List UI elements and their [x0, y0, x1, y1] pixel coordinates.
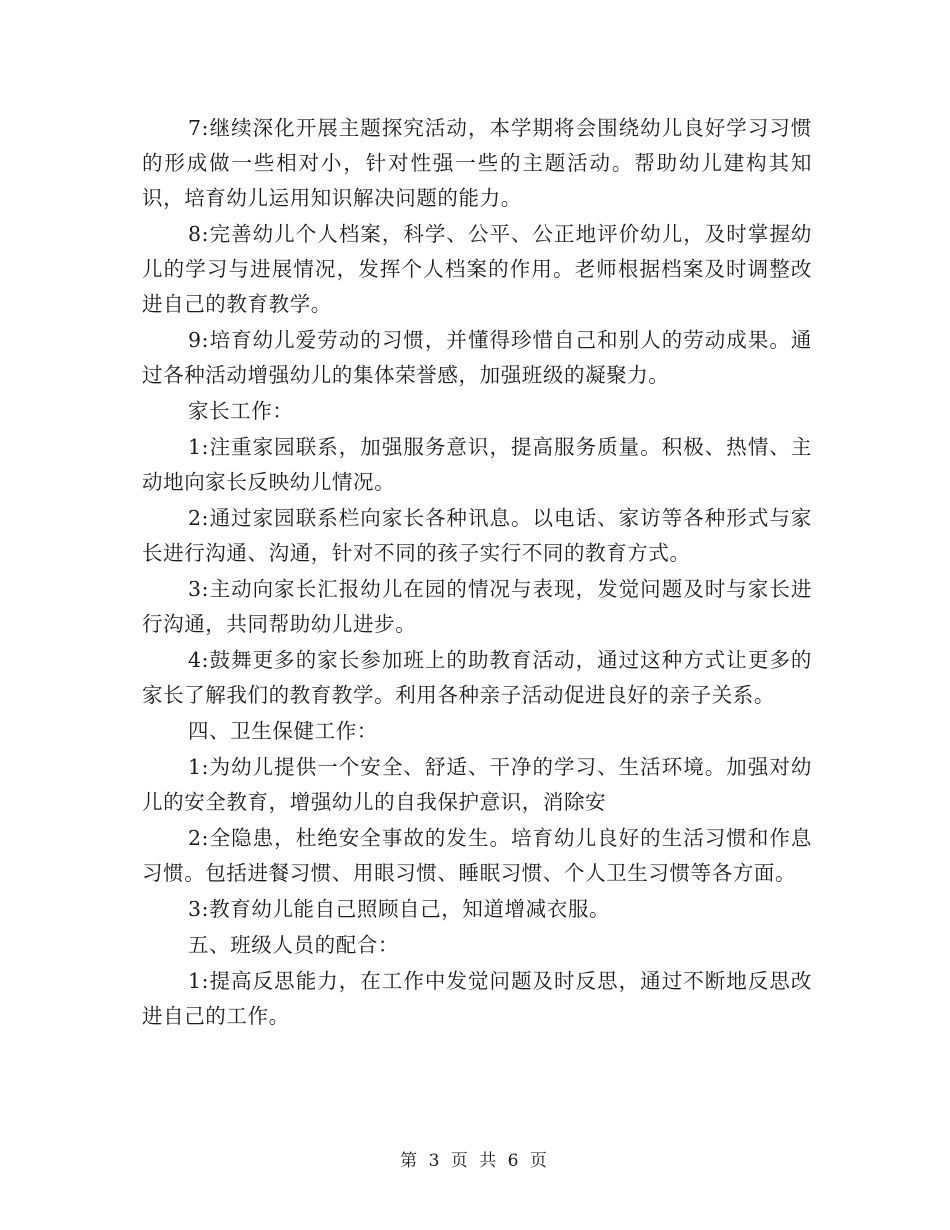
- paragraph-parent-2: 2:通过家园联系栏向家长各种讯息。以电话、家访等各种形式与家长进行沟通、沟通，针对不同的孩子实行不同的教育方式。: [142, 506, 812, 565]
- section-heading-health: 四、卫生保健工作：: [188, 719, 378, 743]
- paragraph-8-personal-files: 8:完善幼儿个人档案，科学、公平、公正地评价幼儿，及时掌握幼儿的学习与进展情况，发挥个人档案的作用。老师根据档案及时调整改进自己的教育教学。: [142, 222, 812, 316]
- paragraph-parent-1: 1:注重家园联系，加强服务意识，提高服务质量。积极、热情、主动地向家长反映幼儿情况。: [142, 435, 812, 494]
- paragraph-parent-4: 4:鼓舞更多的家长参加班上的助教育活动，通过这种方式让更多的家长了解我们的教育教学。利用各种亲子活动促进良好的亲子关系。: [142, 648, 812, 707]
- paragraph-9-labor-habits: 9:培育幼儿爱劳动的习惯，并懂得珍惜自己和别人的劳动成果。通过各种活动增强幼儿的集体荣誉感，加强班级的凝聚力。: [142, 328, 812, 387]
- paragraph-staff-1: 1:提高反思能力，在工作中发觉问题及时反思，通过不断地反思改进自己的工作。: [142, 969, 812, 1028]
- paragraph-health-3: 3:教育幼儿能自己照顾自己，知道增减衣服。: [188, 897, 611, 921]
- section-heading-parent-work: 家长工作：: [188, 399, 294, 423]
- paragraph-health-2: 2:全隐患，杜绝安全事故的发生。培育幼儿良好的生活习惯和作息习惯。包括进餐习惯、用眼习惯、睡眠习惯、个人卫生习惯等各方面。: [142, 826, 812, 885]
- section-heading-staff-cooperation: 五、班级人员的配合：: [188, 933, 399, 957]
- paragraph-health-1: 1:为幼儿提供一个安全、舒适、干净的学习、生活环境。加强对幼儿的安全教育，增强幼儿的自我保护意识，消除安: [142, 755, 812, 814]
- document-body: [142, 111, 812, 1035]
- paragraph-7-theme-activities: 7:继续深化开展主题探究活动，本学期将会围绕幼儿良好学习习惯的形成做一些相对小，针对性强一些的主题活动。帮助幼儿建构其知识，培育幼儿运用知识解决问题的能力。: [142, 116, 812, 210]
- page-number-footer: 第 3 页 共 6 页: [400, 1151, 550, 1171]
- paragraph-parent-3: 3:主动向家长汇报幼儿在园的情况与表现，发觉问题及时与家长进行沟通，共同帮助幼儿进步。: [142, 577, 812, 636]
